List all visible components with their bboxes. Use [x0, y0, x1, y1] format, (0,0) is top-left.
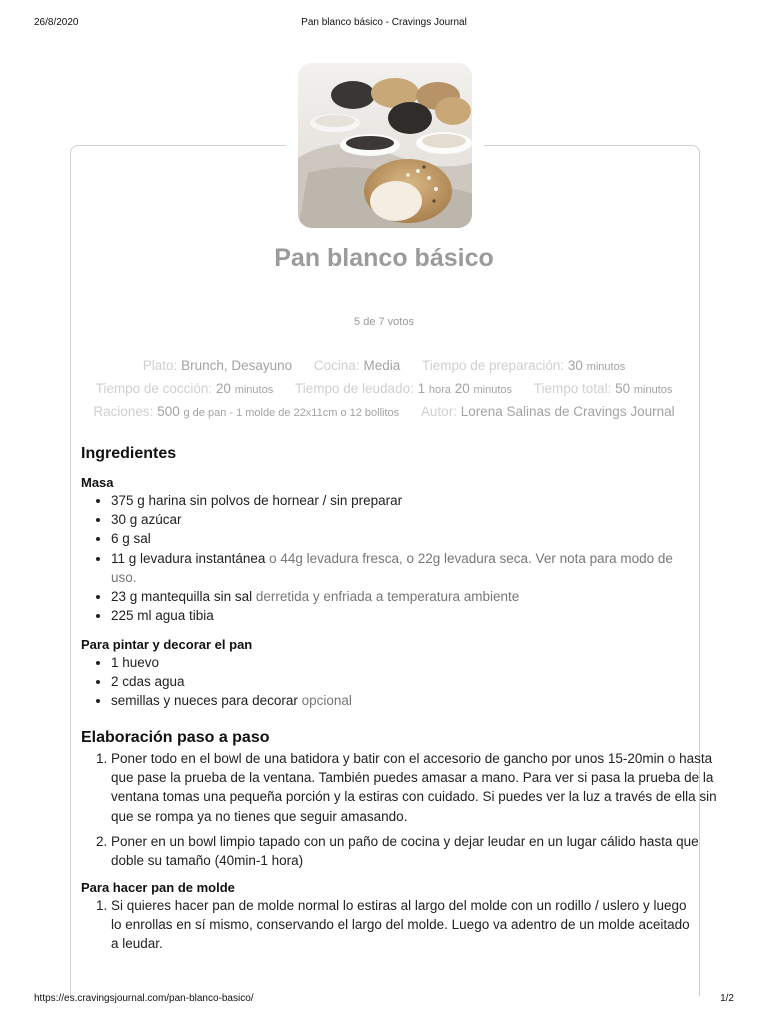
steps-list: [81, 749, 723, 876]
meta-rise-time: Tiempo de leudado: 1 hora 20 minutos: [295, 381, 513, 396]
print-url: https://es.cravingsjournal.com/pan-blanco-basico/: [34, 993, 254, 1004]
step-item: 2. Poner en un bowl limpio tapado con un paño de cocina y dejar leudar en un lugar cálido hasta que doble su tamaño (40min-1 hora): [111, 832, 723, 870]
meta-prep-time: Tiempo de preparación: 30 minutos: [422, 358, 626, 373]
print-page-number: 1/2: [720, 993, 734, 1004]
ingredient-item: • 30 g azúcar: [111, 510, 693, 529]
print-title: Pan blanco básico - Cravings Journal: [301, 17, 467, 28]
ingredient-item: • 23 g mantequilla sin sal derretida y enfriada a temperatura ambiente: [111, 587, 693, 606]
meta-author: Autor: Lorena Salinas de Cravings Journal: [420, 404, 675, 419]
ingredient-item: • 225 ml agua tibia: [111, 606, 693, 625]
ingredient-note: derretida y enfriada a temperatura ambiente: [255, 589, 520, 605]
ingredient-list: [81, 491, 693, 625]
step-item: 1. Si quieres hacer pan de molde normal lo estiras al largo del molde con un rodillo / uslero y luego lo enrollas en sí mismo, conservando el largo del molde. Luego va adentro de un molde aceitado a leudar.: [111, 896, 693, 954]
recipe-title: Pan blanco básico: [274, 244, 494, 272]
bread-photo-image: [298, 63, 472, 228]
ingredient-item: • 375 g harina sin polvos de hornear / sin preparar: [111, 491, 693, 510]
ingredient-group-masa: [81, 475, 693, 625]
ingredient-group-title: Para pintar y decorar el pan: [81, 637, 253, 652]
print-header: [0, 17, 768, 31]
ingredient-note: opcional: [301, 693, 352, 709]
step-group-molde: [81, 880, 693, 954]
meta-row-2: [70, 378, 698, 401]
ingredient-note: o 44g levadura fresca, o 22g levadura seca. Ver nota para modo de uso.: [111, 550, 673, 585]
steps-list: [81, 896, 693, 954]
ingredient-item: • 2 cdas agua: [111, 672, 693, 691]
recipe-photo: [298, 63, 472, 228]
ingredient-group-title: Masa: [81, 475, 114, 490]
print-footer: [0, 993, 768, 1007]
ingredient-item: • 11 g levadura instantánea o 44g levadura fresca, o 22g levadura seca. Ver nota para modo de uso.: [111, 549, 693, 587]
ingredient-item: • 6 g sal: [111, 529, 693, 548]
steps-heading: Elaboración paso a paso: [81, 729, 270, 746]
meta-cocina: Cocina: Media: [313, 358, 401, 373]
rating-votes: 5 de 7 votos: [354, 316, 414, 328]
ingredient-group-decor: [81, 637, 693, 711]
ingredients-heading: Ingredientes: [81, 445, 177, 462]
step-group-title: Para hacer pan de molde: [81, 880, 235, 895]
ingredient-list: [81, 653, 693, 711]
meta-row-1: [70, 355, 698, 378]
print-date: 26/8/2020: [34, 17, 79, 28]
meta-cook-time: Tiempo de cocción: 20 minutos: [95, 381, 274, 396]
recipe-meta: [70, 355, 698, 424]
meta-servings: Raciones: 500 g de pan - 1 molde de 22x11cm o 12 bollitos: [93, 404, 400, 419]
meta-plato: Plato: Brunch, Desayuno: [142, 358, 293, 373]
meta-row-3: [70, 401, 698, 424]
meta-total-time: Tiempo total: 50 minutos: [533, 381, 673, 396]
step-item: 1. Poner todo en el bowl de una batidora y batir con el accesorio de gancho por unos 15-20min o hasta que pase la prueba de la ventana. También puedes amasar a mano. Para ver si pasa la prueba de la ventana tomas una pequeña porción y la estiras con cuidado. Si puedes ver la luz a través de ella sin que se rompa ya no tienes que seguir amasando.: [111, 749, 723, 826]
ingredient-item: • semillas y nueces para decorar opcional: [111, 691, 693, 710]
ingredient-item: • 1 huevo: [111, 653, 693, 672]
